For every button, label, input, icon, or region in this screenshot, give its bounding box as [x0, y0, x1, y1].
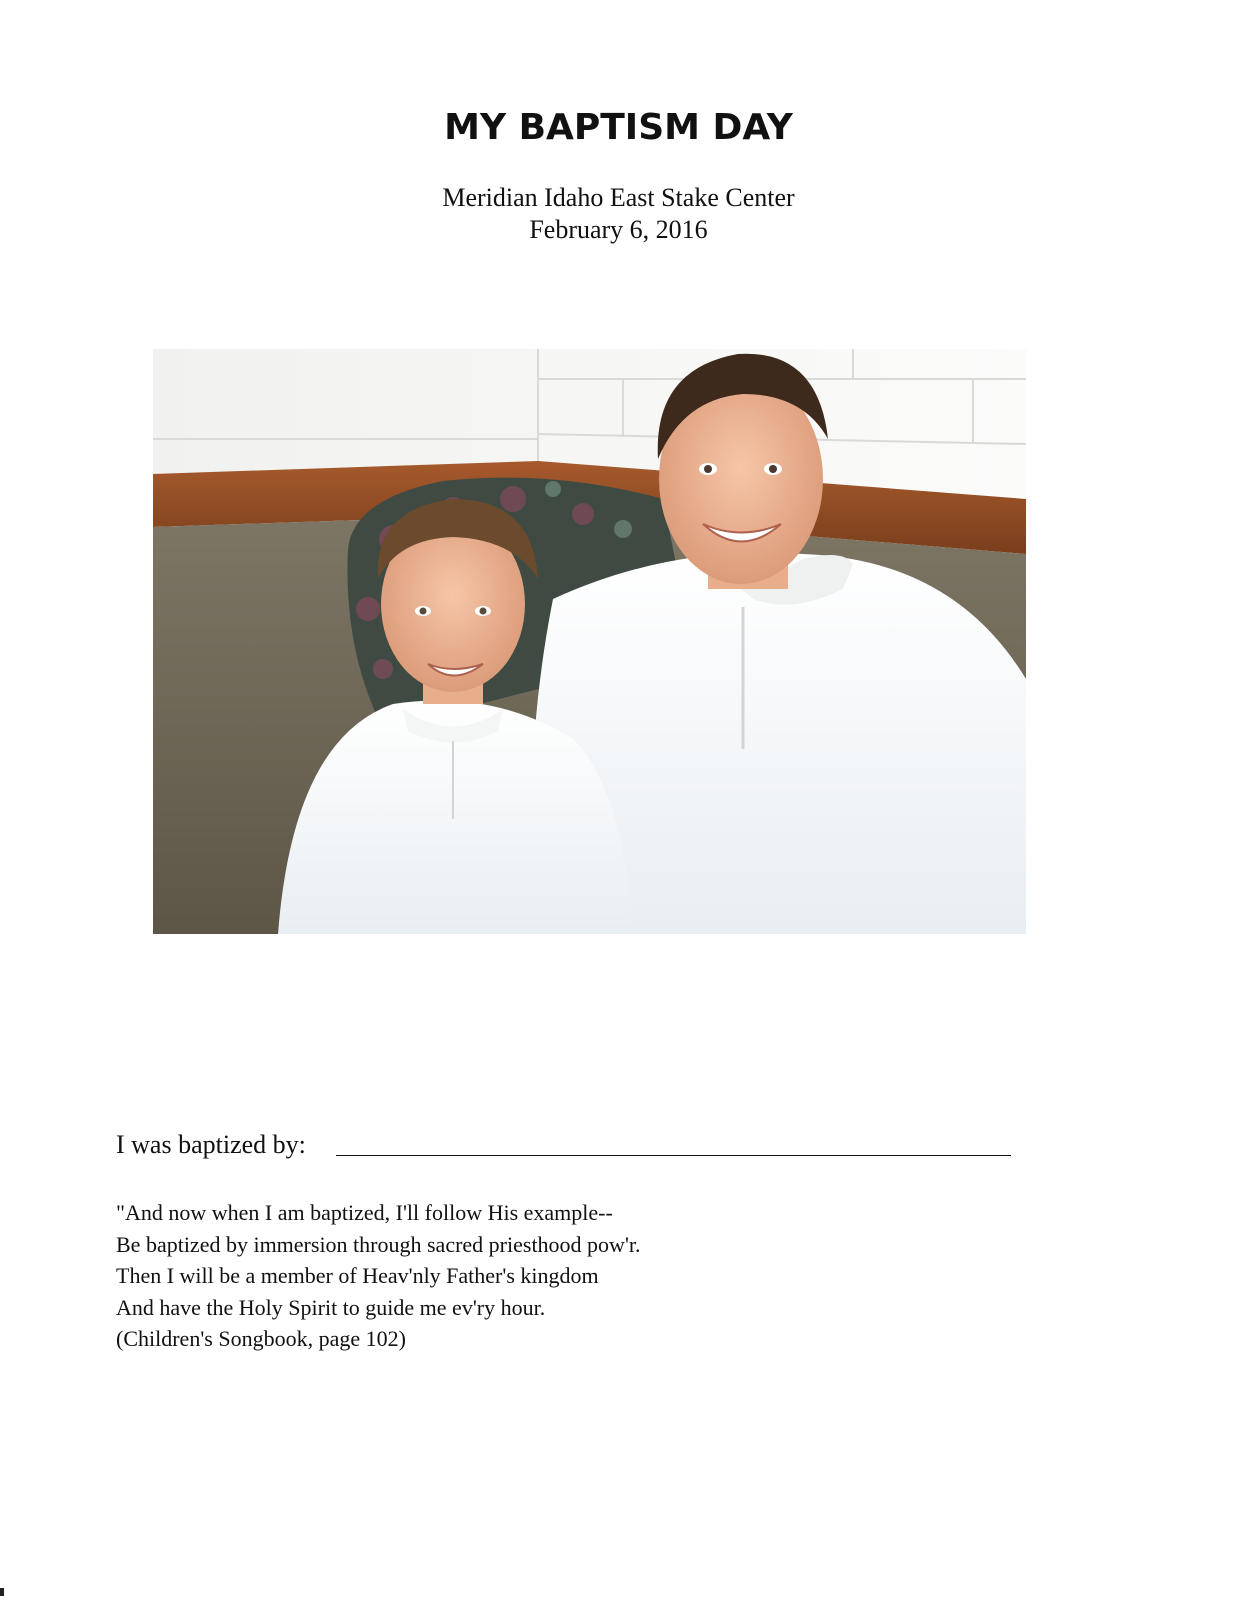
hymn-line: "And now when I am baptized, I'll follow His example--: [116, 1200, 613, 1225]
baptized-by-blank-line: [336, 1155, 1011, 1156]
hymn-source: (Children's Songbook, page 102): [116, 1326, 406, 1351]
hymn-quote: [116, 1197, 641, 1355]
baptized-by-label: I was baptized by:: [116, 1130, 306, 1159]
event-date: February 6, 2016: [529, 215, 708, 244]
hymn-line: And have the Holy Spirit to guide me ev'ry hour.: [116, 1294, 546, 1320]
baptism-photo: [153, 349, 1026, 934]
hymn-line: Then I will be a member of Heav'nly Father's kingdom: [116, 1263, 599, 1288]
event-location: Meridian Idaho East Stake Center: [442, 183, 795, 212]
hymn-line: Be baptized by immersion through sacred priesthood pow'r.: [116, 1231, 641, 1257]
scan-mark: [0, 1588, 4, 1596]
page-title: MY BAPTISM DAY: [444, 107, 793, 148]
